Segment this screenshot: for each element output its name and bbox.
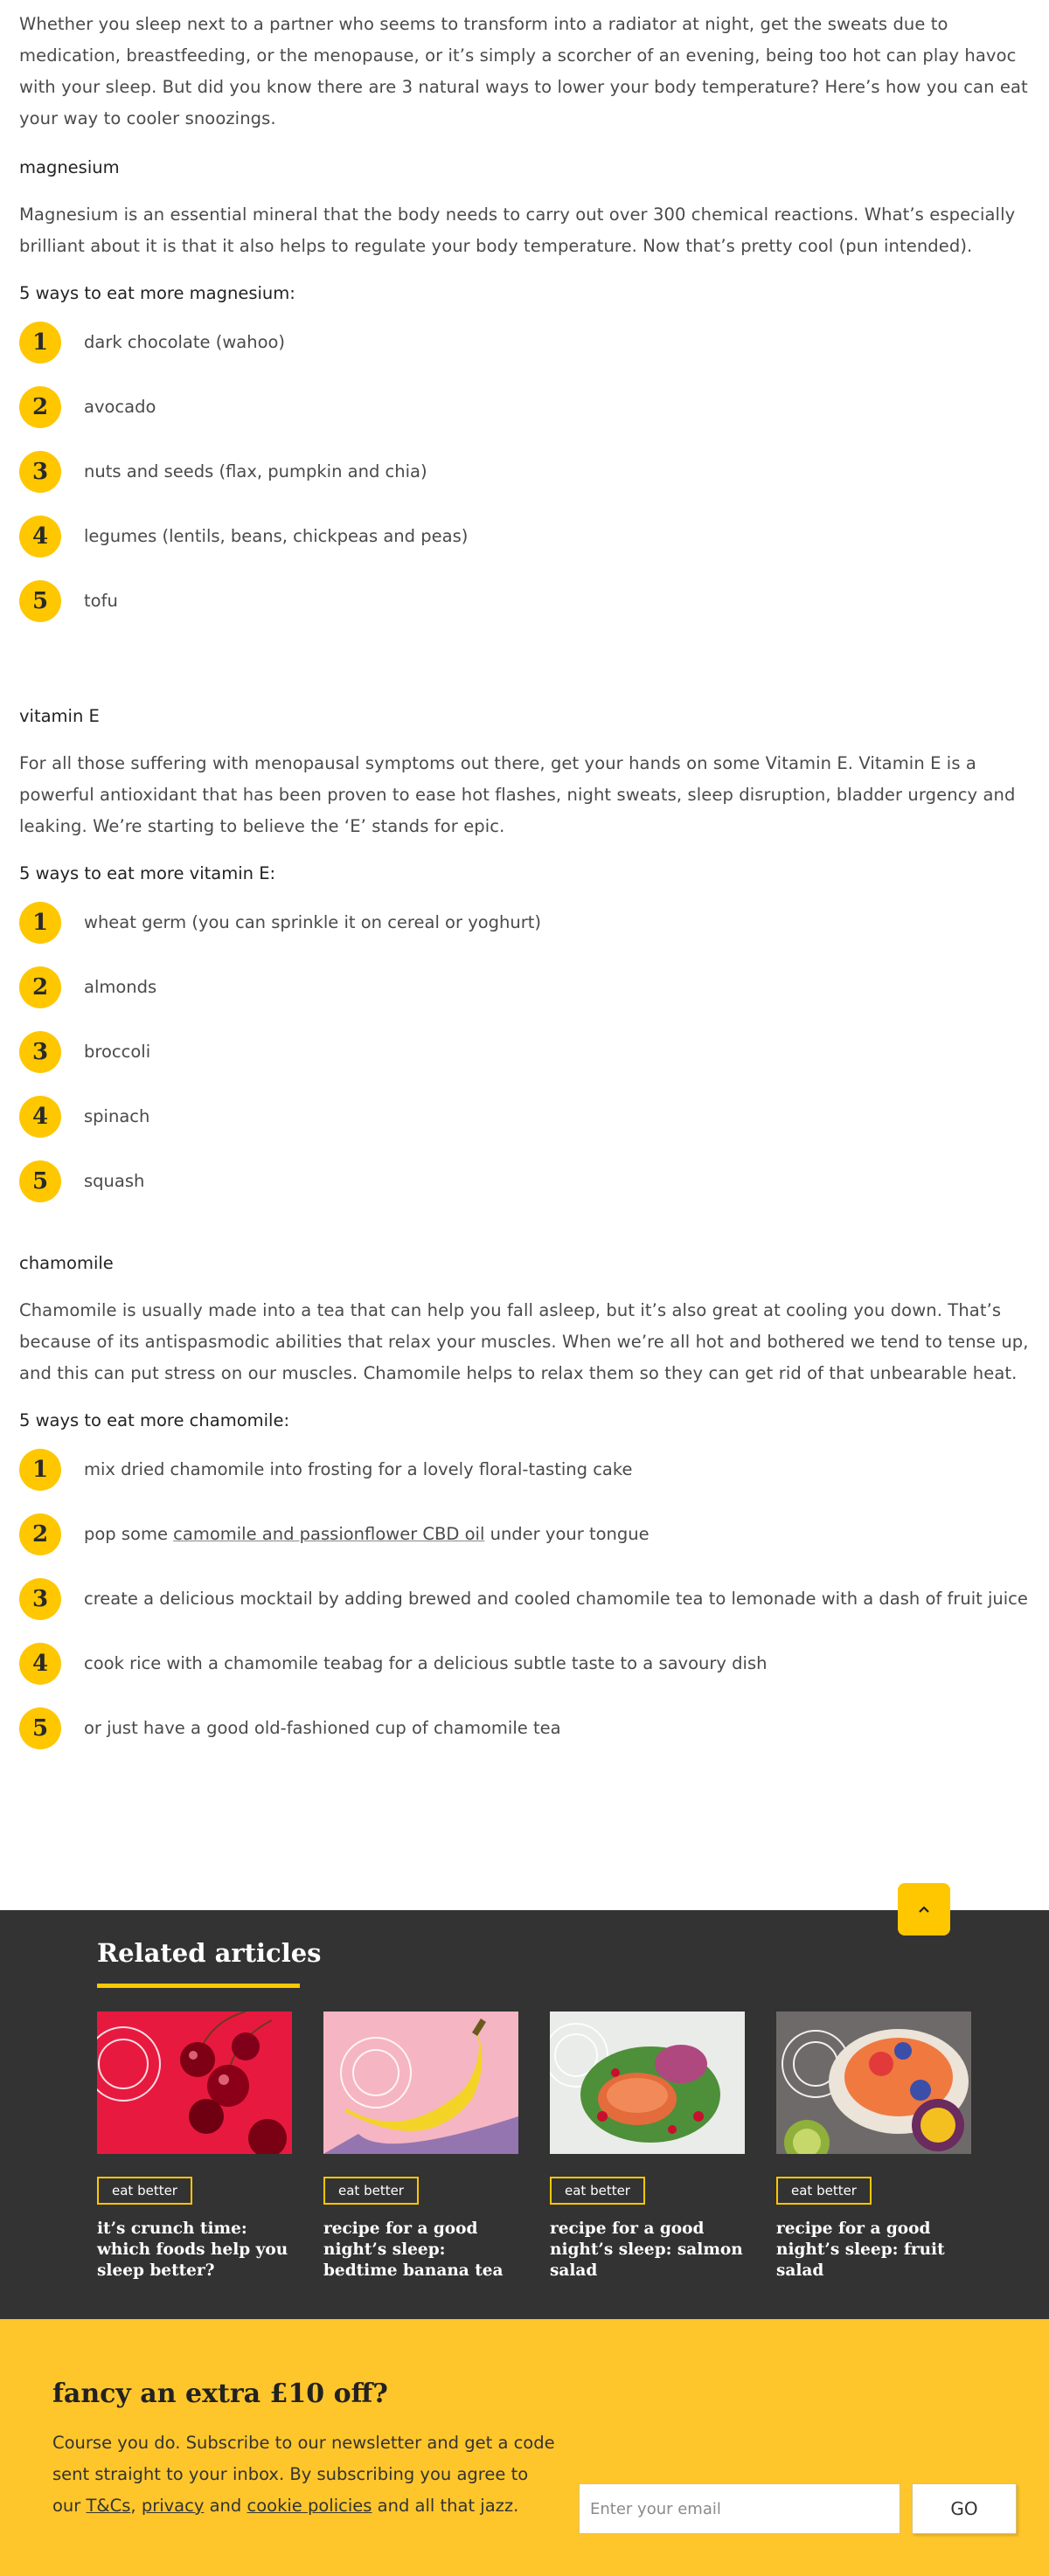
article-tag[interactable]: eat better — [776, 2177, 872, 2205]
list-item-text: wheat germ (you can sprinkle it on cereal or yoghurt) — [84, 912, 542, 932]
list-item-text: nuts and seeds (flax, pumpkin and chia) — [84, 461, 427, 481]
list-item-text: dark chocolate (wahoo) — [84, 332, 286, 352]
list-item — [19, 322, 1033, 364]
ways-heading: 5 ways to eat more chamomile: — [19, 1410, 290, 1430]
number-badge: 5 — [19, 1707, 61, 1749]
article-thumbnail-salmon-salad[interactable] — [550, 2012, 745, 2154]
list-item-text: avocado — [84, 397, 156, 417]
email-input[interactable] — [579, 2483, 900, 2534]
section-paragraph: For all those suffering with menopausal symptoms out there, get your hands on some Vitamin E. Vitamin E is a powerful antioxidant that has been proven to ease hot flashes, night sweats, sleep disruption, bladder urgency and leaking. We’re starting to believe the ‘E’ stands for epic. — [19, 753, 1016, 836]
title-underline — [97, 1984, 300, 1988]
section-heading: magnesium — [19, 157, 120, 177]
newsletter-text-after: and all that jazz. — [372, 2496, 519, 2516]
article-tag[interactable]: eat better — [323, 2177, 419, 2205]
number-badge: 3 — [19, 451, 61, 493]
article-title[interactable]: recipe for a good night’s sleep: bedtime banana tea — [323, 2219, 504, 2280]
list-item-text: mix dried chamomile into frosting for a lovely floral-tasting cake — [84, 1459, 633, 1479]
number-badge: 3 — [19, 1578, 61, 1620]
related-articles — [0, 1910, 1049, 2319]
list-item — [19, 1031, 1033, 1073]
section-magnesium — [19, 152, 1033, 622]
list-item — [19, 966, 1033, 1008]
list-item — [19, 516, 1033, 557]
list-item-text: create a delicious mocktail by adding brewed and cooled chamomile tea to lemonade with a dash of fruit juice — [84, 1589, 1028, 1609]
number-badge: 3 — [19, 1031, 61, 1073]
item-text-after: under your tongue — [484, 1524, 650, 1544]
list-item-text: cook rice with a chamomile teabag for a delicious subtle taste to a savoury dish — [84, 1653, 768, 1673]
number-badge: 4 — [19, 1643, 61, 1685]
number-badge: 5 — [19, 1160, 61, 1202]
cookie-policies-link[interactable]: cookie policies — [247, 2496, 372, 2516]
section-chamomile — [19, 1248, 1033, 1749]
section-heading: vitamin E — [19, 706, 100, 726]
article-card[interactable] — [776, 2012, 971, 2282]
number-badge: 4 — [19, 1096, 61, 1138]
list-item — [19, 902, 1033, 944]
section-heading: chamomile — [19, 1253, 114, 1273]
list-item — [19, 1449, 1033, 1491]
number-badge: 1 — [19, 1449, 61, 1491]
related-articles-title: Related articles — [97, 1938, 322, 1968]
number-badge: 4 — [19, 516, 61, 557]
list-item — [19, 1513, 1033, 1555]
newsletter-and: and — [204, 2496, 247, 2516]
ways-list — [19, 1449, 1033, 1749]
section-paragraph: Chamomile is usually made into a tea that can help you fall asleep, but it’s also great at cooling you down. That’s because of its antispasmodic abilities that relax your muscles. When we’re all hot and bothered we tend to tense up, and this can put stress on our muscles. Chamomile helps to relax them so they can get rid of that unbearable heat. — [19, 1300, 1029, 1383]
list-item — [19, 1707, 1033, 1749]
newsletter-title: fancy an extra £10 off? — [52, 2379, 388, 2409]
number-badge: 1 — [19, 902, 61, 944]
list-item-text — [84, 1513, 650, 1550]
intro-paragraph: Whether you sleep next to a partner who seems to transform into a radiator at night, get the sweats due to medication, breastfeeding, or the menopause, or it’s simply a scorcher of an evening, being too hot can play havoc with your sleep. But did you know there are 3 natural ways to lower your body temperature? Here’s how you can eat your way to cooler snoozings. — [19, 14, 1028, 128]
newsletter-signup — [0, 2319, 1049, 2576]
newsletter-comma: , — [130, 2496, 142, 2516]
number-badge: 1 — [19, 322, 61, 364]
list-item-text: squash — [84, 1171, 145, 1191]
number-badge: 2 — [19, 1513, 61, 1555]
article-title[interactable]: recipe for a good night’s sleep: fruit salad — [776, 2219, 945, 2280]
number-badge: 5 — [19, 580, 61, 622]
list-item — [19, 451, 1033, 493]
list-item — [19, 580, 1033, 622]
privacy-link[interactable]: privacy — [141, 2496, 205, 2516]
list-item — [19, 386, 1033, 428]
back-to-top-button[interactable] — [898, 1883, 950, 1935]
section-vitamin-e — [19, 701, 1033, 1202]
article-thumbnail-cherries[interactable] — [97, 2012, 292, 2154]
article-title[interactable]: it’s crunch time: which foods help you sleep better? — [97, 2219, 288, 2280]
list-item-text: spinach — [84, 1106, 150, 1126]
newsletter-text — [52, 2427, 559, 2522]
list-item-text: almonds — [84, 977, 157, 997]
ways-list — [19, 322, 1033, 622]
article-card[interactable] — [550, 2012, 745, 2282]
ways-heading: 5 ways to eat more magnesium: — [19, 283, 295, 303]
article-thumbnail-banana[interactable] — [323, 2012, 518, 2154]
list-item — [19, 1643, 1033, 1685]
list-item — [19, 1096, 1033, 1138]
go-button[interactable]: GO — [912, 2483, 1017, 2534]
article-card[interactable] — [323, 2012, 518, 2282]
number-badge: 2 — [19, 386, 61, 428]
list-item-text: legumes (lentils, beans, chickpeas and peas) — [84, 526, 469, 546]
article-title[interactable]: recipe for a good night’s sleep: salmon salad — [550, 2219, 743, 2280]
number-badge: 2 — [19, 966, 61, 1008]
list-item-text: tofu — [84, 591, 118, 611]
article-card[interactable] — [97, 2012, 292, 2282]
ways-list — [19, 902, 1033, 1202]
list-item-text: or just have a good old-fashioned cup of chamomile tea — [84, 1718, 561, 1738]
item-text-before: pop some — [84, 1524, 174, 1544]
article-tag[interactable]: eat better — [97, 2177, 192, 2205]
newsletter-text-before: Course you do. Subscribe to our newsletter and get a code sent straight to your inbox. By subscribing you agree to our — [52, 2433, 555, 2516]
terms-link[interactable]: T&Cs — [86, 2496, 131, 2516]
cbd-oil-link[interactable]: camomile and passionflower CBD oil — [173, 1524, 485, 1544]
ways-heading: 5 ways to eat more vitamin E: — [19, 863, 276, 883]
article-tag[interactable]: eat better — [550, 2177, 645, 2205]
section-paragraph: Magnesium is an essential mineral that the body needs to carry out over 300 chemical reactions. What’s especially brilliant about it is that it also helps to regulate your body temperature. Now that’s pretty cool (pun intended). — [19, 204, 1016, 256]
chevron-up-icon — [916, 1904, 932, 1915]
list-item — [19, 1160, 1033, 1202]
article-thumbnail-fruit-salad[interactable] — [776, 2012, 971, 2154]
list-item — [19, 1578, 1033, 1620]
list-item-text: broccoli — [84, 1042, 151, 1062]
